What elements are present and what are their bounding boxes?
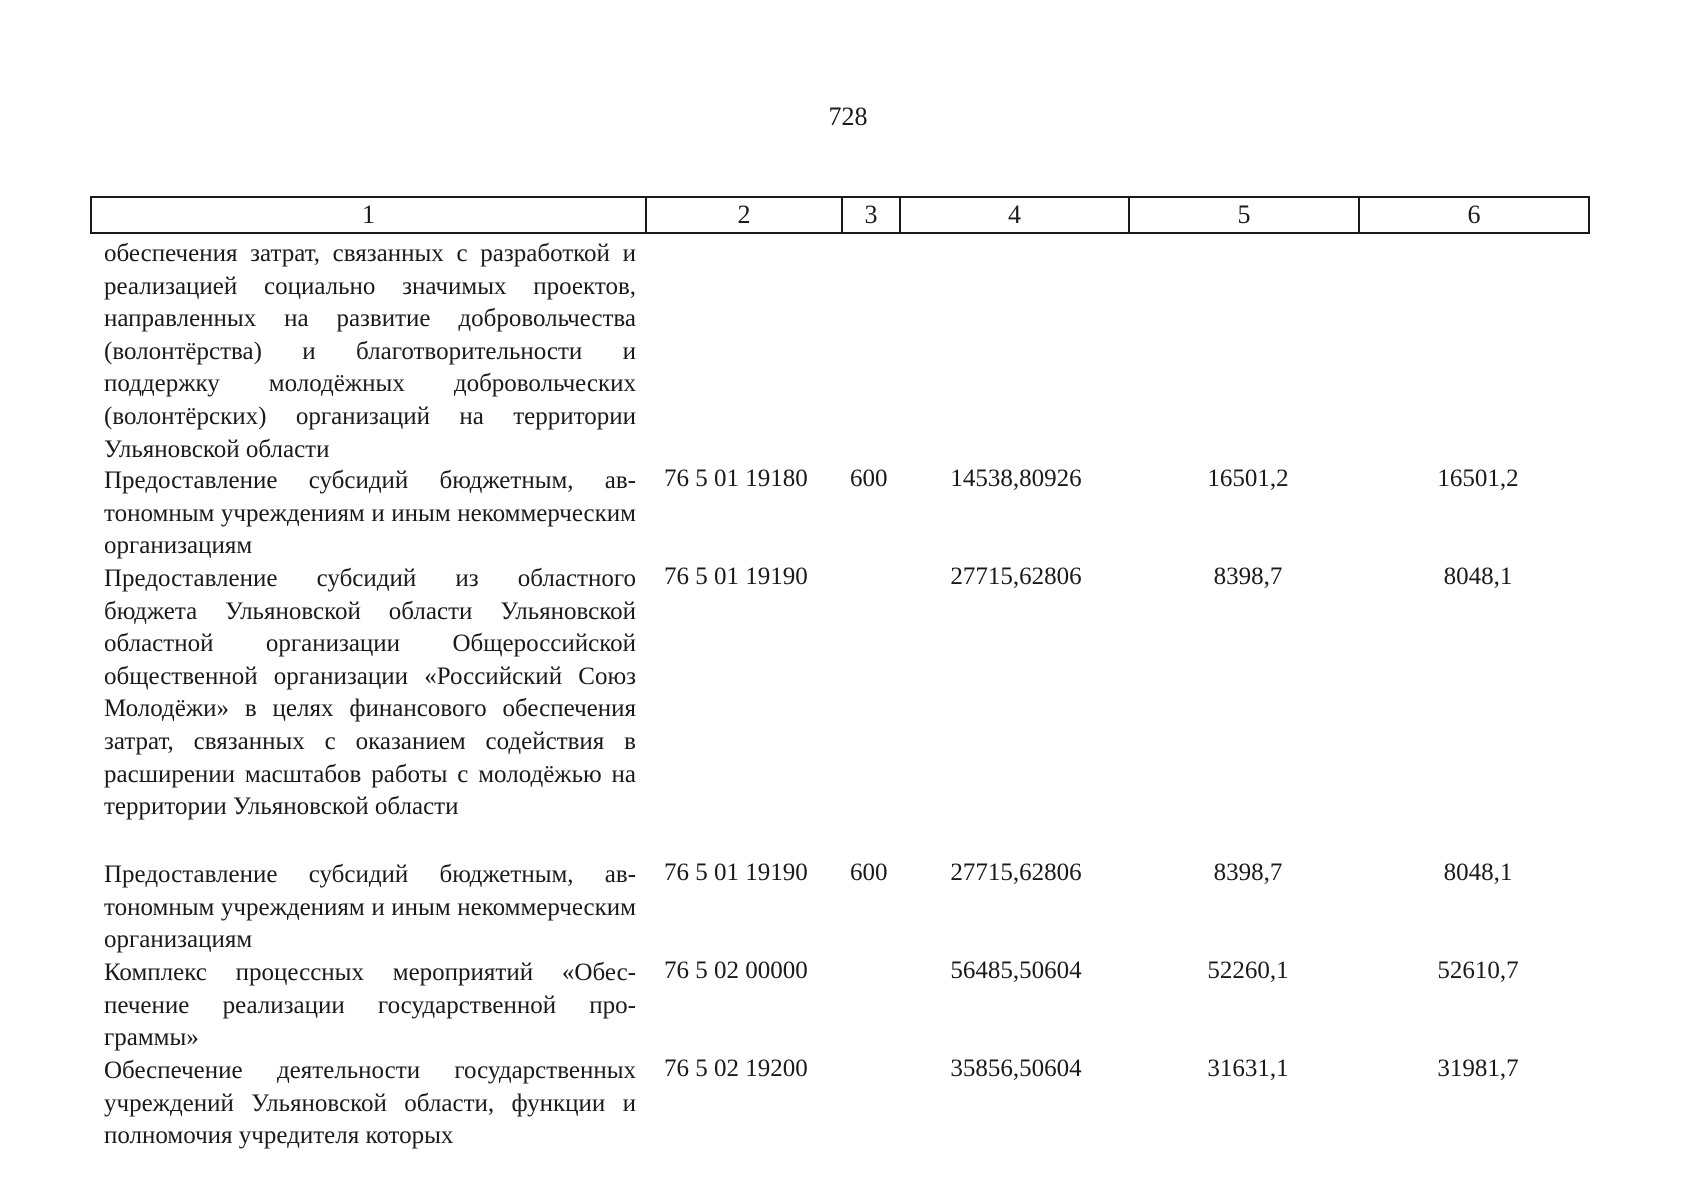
row-expense-type: 600 [850, 859, 888, 886]
page-number: 728 [828, 102, 868, 131]
row-description: Предоставление субсидий бюджетным, автономным учреждениям и иным некоммерческим организациям [104, 467, 636, 560]
row-description: Предоставление субсидий из областного бюджета Ульяновской области Ульяновской областной организации Общероссийской общественной организации «Российский Союз Молодёжи» в целях финансового обеспечения затрат, связанных с оказанием содействия в расширении масштабов работы с молодёжью на территории Ульяновской области [104, 565, 636, 821]
row-description: обеспечения затрат, связанных с разработкой и реализацией социально значимых проектов, направленных на развитие добровольчества (волонтёрства) и благотворительности и поддержку молодёжных добровольческих (волонтёрских) организаций на территории Ульяновской области [104, 240, 636, 463]
table-body: обеспечения затрат, связанных с разработкой и реализацией социально значимых проектов, направленных на развитие добровольчества (волонтёрства) и благотворительности и поддержку молодёжных добровольческих (волонтёрских) организаций на территории Ульяновской области Предоставление субсидий бюджетным, автономным учреждениям и иным некоммерческим организациям 76 5 01 19180 600 14538,80926 16501,2 16501,2 Предоставление субсидий из областного бюджета Ульяновской области Ульяновской областной организации Общероссийской общественной организации «Российский Союз Молодёжи» в целях финансового обеспечения затрат, связанных с оказанием содействия в расширении масштабов работы с молодёжью на территории Ульяновской области 76 5 01 19190 27715,62806 8398,7 8048,1 Предоставление субсидий бюджетным, автономным учреждениям и иным некоммерческим организациям 76 5 01 19190 600 27715,62806 8398,7 8048,1 Комплекс процессных мероприятий «Обеспечение реализации государственной программы» 76 5 02 00000 56485,50604 52260,1 52610,7 Обеспечение деятельности государственных учреждений Ульяновской области, функции и полномочия учредителя которых 76 5 02 19200 35856,50604 31631,1 31981,7 [0, 0, 1696, 1200]
row-description: Обеспечение деятельности государственных учреждений Ульяновской области, функции и полномочия учредителя которых [104, 1057, 636, 1150]
row-code: 76 5 01 19190 [664, 859, 808, 886]
row-code: 76 5 01 19180 [664, 465, 808, 492]
column-header-1: 1 [91, 197, 646, 233]
column-header-3: 3 [842, 197, 900, 233]
row-expense-type: 600 [850, 465, 888, 492]
column-header-2: 2 [646, 197, 842, 233]
row-description: Предоставление субсидий бюджетным, автономным учреждениям и иным некоммерческим организациям [104, 861, 636, 954]
column-header-6: 6 [1359, 197, 1589, 233]
row-code: 76 5 02 19200 [664, 1055, 808, 1082]
row-code: 76 5 02 00000 [664, 957, 808, 984]
row-description: Комплекс процессных мероприятий «Обеспечение реализации государственной программы» [104, 959, 636, 1052]
column-header-5: 5 [1129, 197, 1359, 233]
row-code: 76 5 01 19190 [664, 563, 808, 590]
column-header-4: 4 [900, 197, 1129, 233]
